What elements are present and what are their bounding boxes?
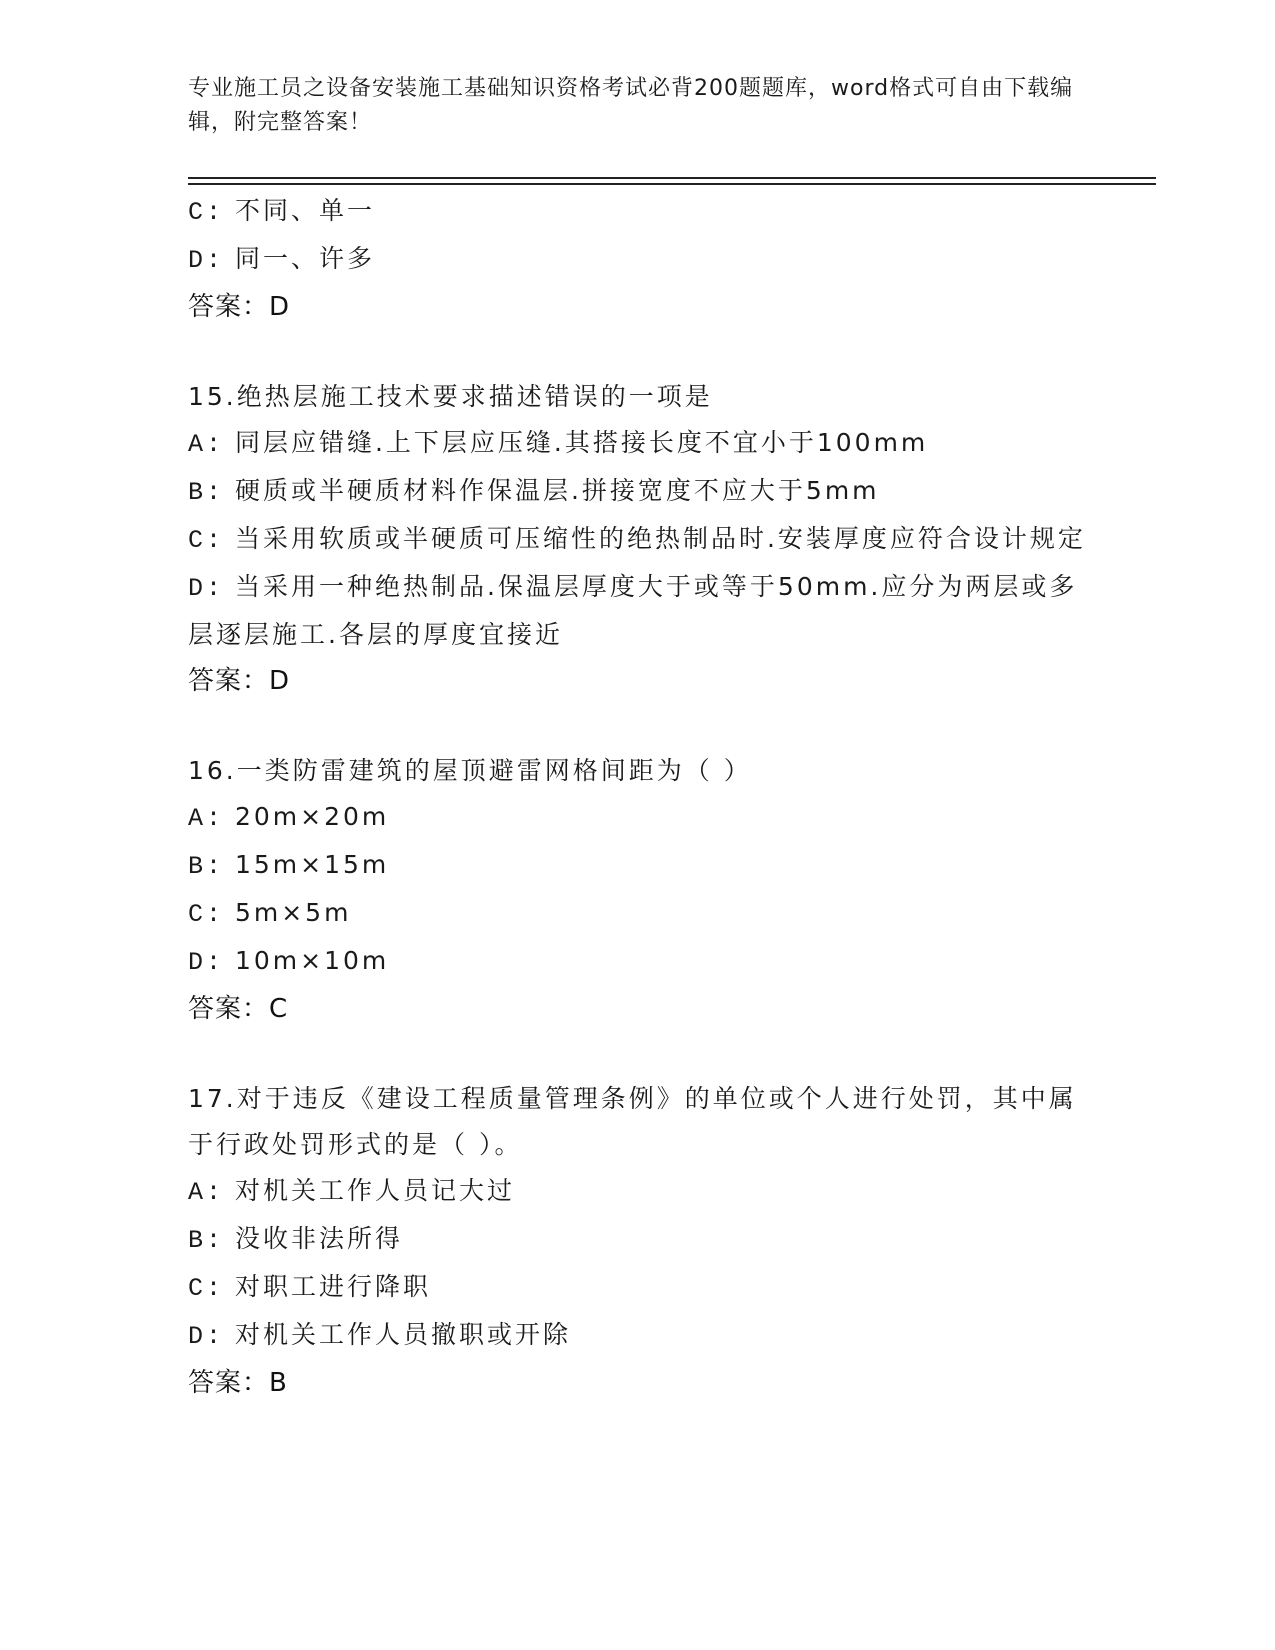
document-body [188,188,1088,1406]
option-text: 10m×10m [234,946,390,975]
option-d [188,938,1088,986]
option-a [188,794,1088,842]
option-text: 没收非法所得 [234,1224,403,1253]
option-text: 同层应错缝.上下层应压缝.其搭接长度不宜小于100mm [234,428,929,457]
option-letter: D: [188,948,225,977]
page-header: 专业施工员之设备安装施工基础知识资格考试必背200题题库，word格式可自由下载编辑，附完整答案！ [188,76,1074,135]
option-a [188,1168,1088,1216]
option-text: 5m×5m [234,898,352,927]
option-letter: A: [188,430,225,459]
option-c [188,890,1088,938]
question-14-continuation [188,188,1088,330]
option-d [188,1312,1088,1360]
option-letter: B: [188,852,225,881]
option-letter: D: [188,1322,225,1351]
question-stem: 17.对于违反《建设工程质量管理条例》的单位或个人进行处罚，其中属于行政处罚形式的是（ ）。 [188,1084,1077,1159]
option-text: 同一、许多 [234,244,375,273]
spacer [188,704,1088,748]
option-letter: D: [188,246,225,275]
option-b [188,468,1088,516]
option-text: 硬质或半硬质材料作保温层.拼接宽度不应大于5mm [234,476,880,505]
option-d [188,236,1088,284]
option-letter: D: [188,574,225,603]
option-letter: C: [188,1274,225,1303]
option-text: 对职工进行降职 [234,1272,431,1301]
option-letter: C: [188,900,225,929]
option-c [188,516,1088,564]
option-text: 15m×15m [234,850,390,879]
option-letter: B: [188,1226,225,1255]
option-d [188,564,1088,658]
option-text: 不同、单一 [234,196,375,225]
option-text: 对机关工作人员记大过 [234,1176,515,1205]
option-letter: A: [188,1178,225,1207]
header-rule-top [188,177,1156,179]
question-stem: 15.绝热层施工技术要求描述错误的一项是 [188,382,713,411]
answer-line: 答案：D [188,292,291,322]
option-text: 对机关工作人员撤职或开除 [234,1320,571,1349]
answer-line: 答案：B [188,1368,288,1398]
option-letter: A: [188,804,225,833]
option-letter: C: [188,526,225,555]
question-15 [188,374,1088,704]
option-letter: C: [188,198,225,227]
header-rule-bottom [188,183,1156,185]
question-16 [188,748,1088,1032]
option-b [188,1216,1088,1264]
option-text: 当采用软质或半硬质可压缩性的绝热制品时.安装厚度应符合设计规定 [234,524,1086,553]
answer-line: 答案：C [188,994,289,1024]
answer-line: 答案：D [188,666,291,696]
spacer [188,1032,1088,1076]
option-c [188,188,1088,236]
option-a [188,420,1088,468]
question-17 [188,1076,1088,1406]
option-text: 当采用一种绝热制品.保温层厚度大于或等于50mm.应分为两层或多层逐层施工.各层的厚度宜接近 [188,572,1078,649]
option-b [188,842,1088,890]
option-text: 20m×20m [234,802,390,831]
question-stem: 16.一类防雷建筑的屋顶避雷网格间距为（ ） [188,756,752,785]
spacer [188,330,1088,374]
option-letter: B: [188,478,225,507]
option-c [188,1264,1088,1312]
